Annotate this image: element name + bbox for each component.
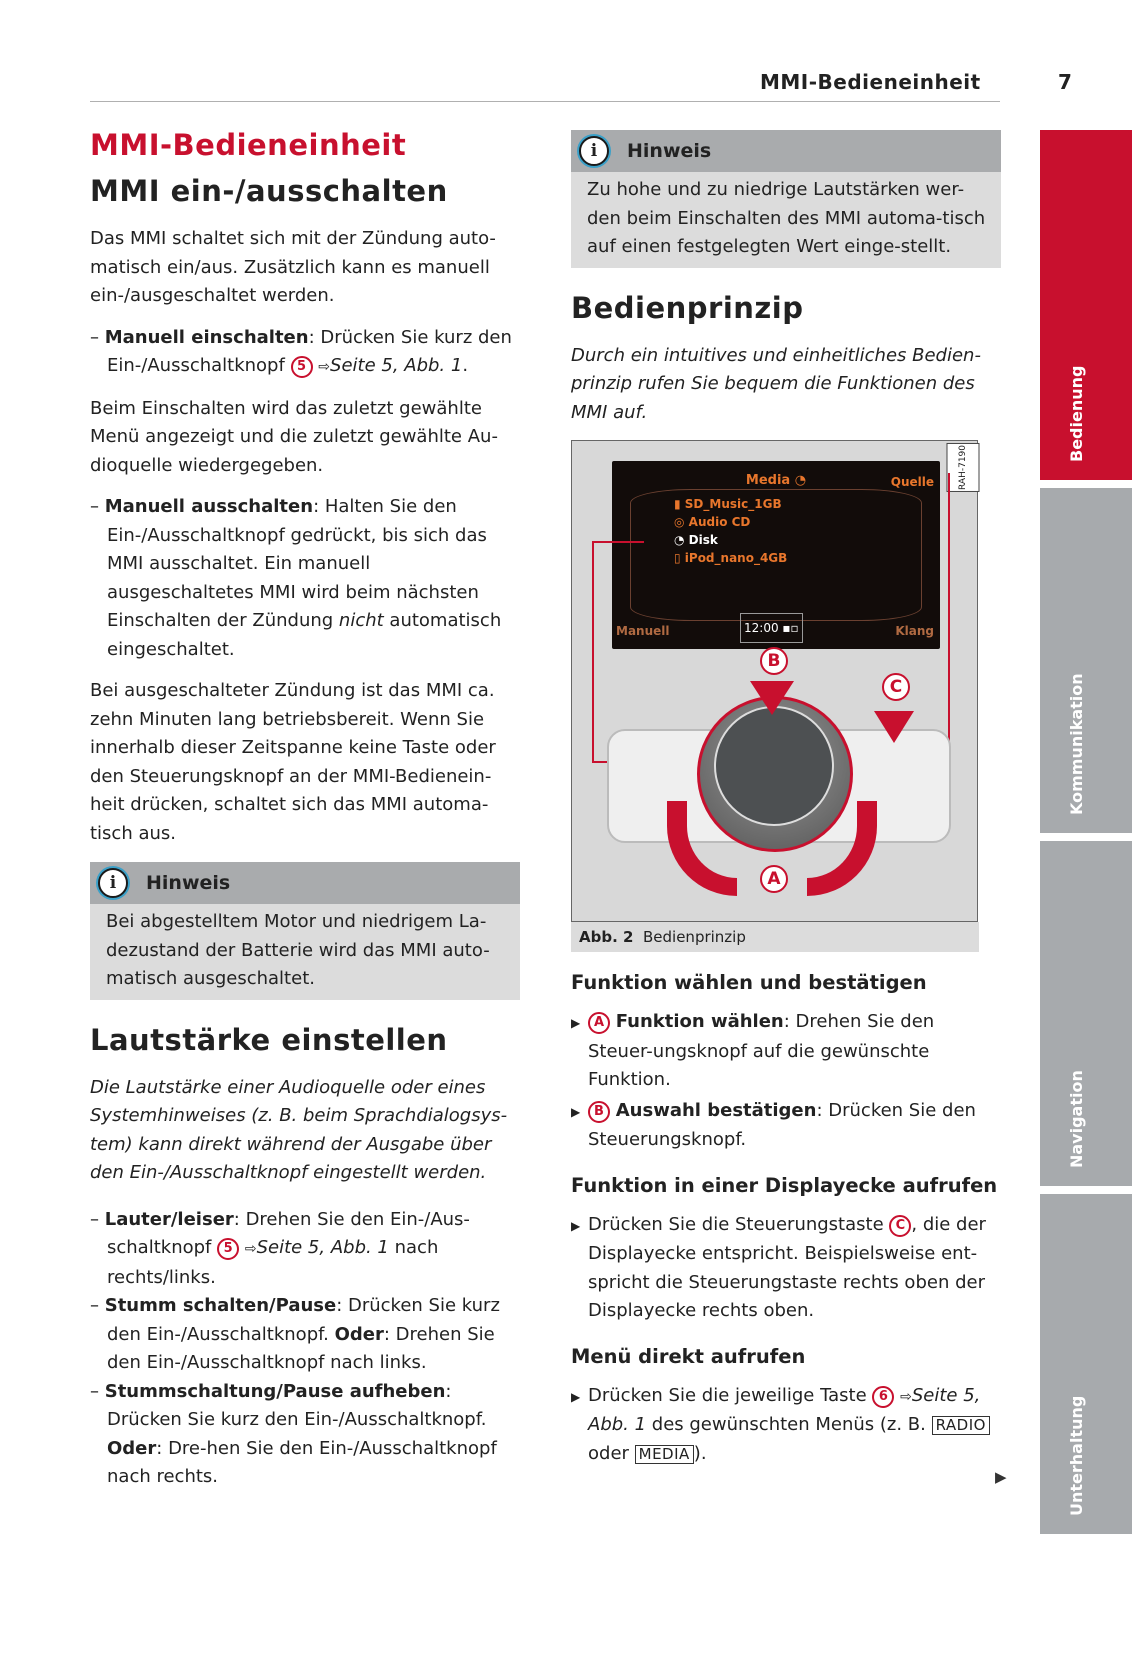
xref-arrow-icon: ⇨ bbox=[244, 1241, 257, 1257]
step-arrow-icon: ▶ bbox=[571, 1016, 581, 1030]
emphasis: nicht bbox=[338, 610, 384, 631]
header-rule bbox=[90, 101, 1000, 102]
heading-onoff: MMI ein-/ausschalten bbox=[90, 174, 448, 208]
note-text: Zu hohe und zu niedrige Lautstärken wer-den beim Einschalten des MMI automa-tisch auf einen festgelegten Wert einge-stellt. bbox=[587, 179, 986, 257]
figure-code: RAH-7190 bbox=[947, 443, 980, 492]
intro-paragraph: Die Lautstärke einer Audioquelle oder eines Systemhinweises (z. B. beim Sprachdialogsys-tem) kann direkt während der Ausgabe über den Ein-/Ausschaltknopf eingestellt werden. bbox=[90, 1076, 508, 1183]
label-b: B bbox=[760, 647, 788, 675]
rotate-arrow-right-icon bbox=[807, 801, 877, 896]
item-text: : Drücken Sie kurz den Ein-/Ausschaltknopf. bbox=[107, 1295, 500, 1345]
note-text: Bei abgestelltem Motor und niedrigem La-dezustand der Batterie wird das MMI auto-matisch ausgeschaltet. bbox=[106, 911, 490, 989]
info-icon: i bbox=[98, 868, 128, 898]
cross-reference-link[interactable]: Seite 5, Abb. 1 bbox=[330, 355, 463, 376]
source-item[interactable]: ▮ SD_Music_1GB bbox=[674, 497, 782, 511]
list-item bbox=[571, 1382, 1001, 1469]
item-text: : Drehen Sie den Ein-/Ausschaltknopf nach links. bbox=[107, 1323, 495, 1373]
item-text: Drücken Sie die jeweilige Taste bbox=[588, 1384, 873, 1406]
item-term: Auswahl bestätigen bbox=[615, 1099, 817, 1121]
source-list bbox=[674, 495, 787, 567]
item-term: Oder bbox=[334, 1323, 384, 1345]
item-text: : Drehen Sie den Ein-/Aus-schaltknopf bbox=[107, 1208, 470, 1258]
item-term: Funktion wählen bbox=[615, 1011, 784, 1032]
corner-label-top-right: Quelle bbox=[890, 475, 934, 489]
item-term: Manuell ausschalten bbox=[104, 496, 314, 517]
list-item: – Lauter/leiser: Drehen Sie den Ein-/Aus-schaltknopf 5 ⇨Seite 5, Abb. 1 nach rechts/links. bbox=[90, 1208, 470, 1288]
key-media: MEDIA bbox=[635, 1445, 694, 1464]
item-text: nach rechts/links. bbox=[107, 1237, 439, 1288]
running-header-title: MMI-Bedieneinheit bbox=[760, 70, 981, 94]
note-box bbox=[90, 862, 520, 1000]
media-icon: ◔ bbox=[794, 473, 807, 488]
item-term: Stumm schalten/Pause bbox=[104, 1295, 337, 1316]
item-text: : Halten Sie den Ein-/Ausschaltknopf gedrückt, bis sich das MMI ausschaltet. Ein manuell ausgeschaltetes MMI wird beim nächsten Einschalten der Zündung bbox=[107, 496, 487, 631]
list-item: – Stummschaltung/Pause aufheben: Drücken Sie kurz den Ein-/Ausschaltknopf. Oder: Dre-hen Sie den Ein-/Ausschaltknopf nach rechts. bbox=[90, 1380, 497, 1487]
item-text: Drücken Sie die Steuerungstaste bbox=[588, 1213, 890, 1235]
source-item-selected[interactable]: ◔ Disk bbox=[674, 533, 718, 547]
item-text: des gewünschten Menüs (z. B. bbox=[646, 1414, 932, 1435]
step-arrow-icon: ▶ bbox=[571, 1104, 581, 1119]
label-c: C bbox=[882, 673, 910, 701]
clock: 12:00 ▪▫ bbox=[740, 613, 803, 644]
xref-arrow-icon: ⇨ bbox=[318, 359, 331, 375]
item-term: Oder bbox=[107, 1437, 157, 1459]
heading-volume: Lautstärke einstellen bbox=[90, 1022, 448, 1057]
press-arrow-icon bbox=[750, 681, 794, 715]
key-radio: RADIO bbox=[932, 1416, 990, 1435]
heading-select: Funktion wählen und bestätigen bbox=[571, 971, 927, 994]
continue-arrow-icon: ▶ bbox=[995, 1468, 1007, 1486]
item-text: : Drehen Sie den Steuer-ungsknopf auf die gewünschte Funktion. bbox=[588, 1011, 935, 1090]
callout-number: 5 bbox=[217, 1238, 239, 1260]
page-number: 7 bbox=[1058, 70, 1072, 94]
figure-control-principle bbox=[571, 440, 978, 922]
corner-label-bottom-left: Manuell bbox=[616, 623, 670, 638]
cross-reference-link[interactable]: Seite 5, Abb. 1 bbox=[588, 1384, 981, 1435]
paragraph: Beim Einschalten wird das zuletzt gewählte Menü angezeigt und die zuletzt gewählte Au-dioquelle wiedergegeben. bbox=[90, 397, 498, 476]
list-item: – Manuell einschalten: Drücken Sie kurz den Ein-/Ausschaltknopf 5 ⇨Seite 5, Abb. 1. bbox=[90, 326, 512, 376]
tab-navigation[interactable]: Navigation bbox=[1040, 841, 1132, 1186]
tab-unterhaltung[interactable]: Unterhaltung bbox=[1040, 1194, 1132, 1534]
item-text: . bbox=[462, 355, 469, 376]
tab-bedienung[interactable]: Bedienung bbox=[1040, 130, 1132, 480]
item-text: : Drücken Sie den Steuerungsknopf. bbox=[588, 1099, 976, 1150]
callout-letter: B bbox=[588, 1101, 610, 1123]
item-text: , die der Displayecke entspricht. Beispielsweise ent-spricht die Steuerungstaste rechts oben der Displayecke rechts oben. bbox=[588, 1213, 986, 1321]
item-text: automatisch eingeschaltet. bbox=[107, 610, 502, 660]
step-arrow-icon: ▶ bbox=[571, 1218, 581, 1233]
heading-corner: Funktion in einer Displayecke aufrufen bbox=[571, 1173, 998, 1197]
corner-button-arrow-icon bbox=[874, 711, 914, 743]
list-item bbox=[571, 1211, 1001, 1326]
mmi-screen bbox=[612, 461, 940, 649]
item-term: Lauter/leiser bbox=[104, 1208, 234, 1230]
note-title: Hinweis bbox=[627, 139, 712, 162]
source-item[interactable]: ◎ Audio CD bbox=[674, 515, 751, 529]
label-a: A bbox=[760, 865, 788, 893]
corner-label-bottom-right: Klang bbox=[895, 623, 934, 638]
list-item: – Manuell ausschalten: Halten Sie den Ein-/Ausschaltknopf gedrückt, bis sich das MMI ausschaltet. Ein manuell ausgeschaltetes MMI wird beim nächsten Einschalten der Zündung nicht automatisch eingeschaltet. bbox=[90, 496, 502, 660]
info-icon: i bbox=[579, 136, 609, 166]
note-header bbox=[90, 862, 520, 904]
item-text: : Drücken Sie kurz den Ein-/Ausschaltknopf. bbox=[107, 1380, 487, 1430]
list-item bbox=[571, 1008, 1001, 1095]
callout-letter: C bbox=[889, 1215, 911, 1237]
tab-kommunikation[interactable]: Kommunikation bbox=[1040, 488, 1132, 833]
paragraph: Das MMI schaltet sich mit der Zündung auto-matisch ein/aus. Zusätzlich kann es manuell ein-/ausgeschaltet werden. bbox=[90, 228, 496, 306]
item-text: ). bbox=[693, 1442, 707, 1464]
callout-number: 5 bbox=[291, 356, 313, 378]
left-column bbox=[90, 125, 520, 1492]
heading-principle: Bedienprinzip bbox=[571, 290, 804, 325]
note-header bbox=[571, 130, 1001, 172]
item-term: Manuell einschalten bbox=[104, 326, 309, 348]
note-box bbox=[571, 130, 1001, 268]
paragraph: Bei ausgeschalteter Zündung ist das MMI ca. zehn Minuten lang betriebsbereit. Wenn Sie innerhalb dieser Zeitspanne keine Taste oder den Steuerungsknopf an der MMI-Bedienein-heit drücken, schaltet sich das MMI automa-tisch aus. bbox=[90, 680, 496, 844]
item-text: : Dre-hen Sie den Ein-/Ausschaltknopf nach rechts. bbox=[107, 1437, 497, 1487]
heading-menu: Menü direkt aufrufen bbox=[571, 1344, 806, 1368]
cross-reference-link[interactable]: Seite 5, Abb. 1 bbox=[256, 1237, 389, 1258]
figure-caption: Abb. 2 Bedienprinzip bbox=[571, 922, 979, 952]
list-item: – Stumm schalten/Pause: Drücken Sie kurz den Ein-/Ausschaltknopf. Oder: Drehen Sie den Ein-/Ausschaltknopf nach links. bbox=[90, 1295, 500, 1373]
callout-letter: A bbox=[588, 1012, 610, 1034]
source-item[interactable]: ▯ iPod_nano_4GB bbox=[674, 551, 788, 565]
list-item bbox=[571, 1097, 1001, 1155]
item-text: : Drücken Sie kurz den Ein-/Ausschaltknopf bbox=[107, 326, 512, 376]
callout-number: 6 bbox=[872, 1386, 894, 1408]
section-title: MMI-Bedieneinheit bbox=[90, 128, 407, 162]
note-title: Hinweis bbox=[146, 871, 231, 894]
rotate-arrow-left-icon bbox=[667, 801, 737, 896]
right-column bbox=[571, 130, 1001, 1470]
xref-arrow-icon: ⇨ bbox=[900, 1388, 912, 1405]
intro-paragraph: Durch ein intuitives und einheitliches Bedien-prinzip rufen Sie bequem die Funktionen des MMI auf. bbox=[571, 344, 981, 423]
step-arrow-icon: ▶ bbox=[571, 1389, 581, 1404]
item-text: oder bbox=[588, 1442, 635, 1464]
screen-title: Media ◔ bbox=[745, 473, 807, 488]
item-term: Stummschaltung/Pause aufheben bbox=[104, 1380, 446, 1402]
